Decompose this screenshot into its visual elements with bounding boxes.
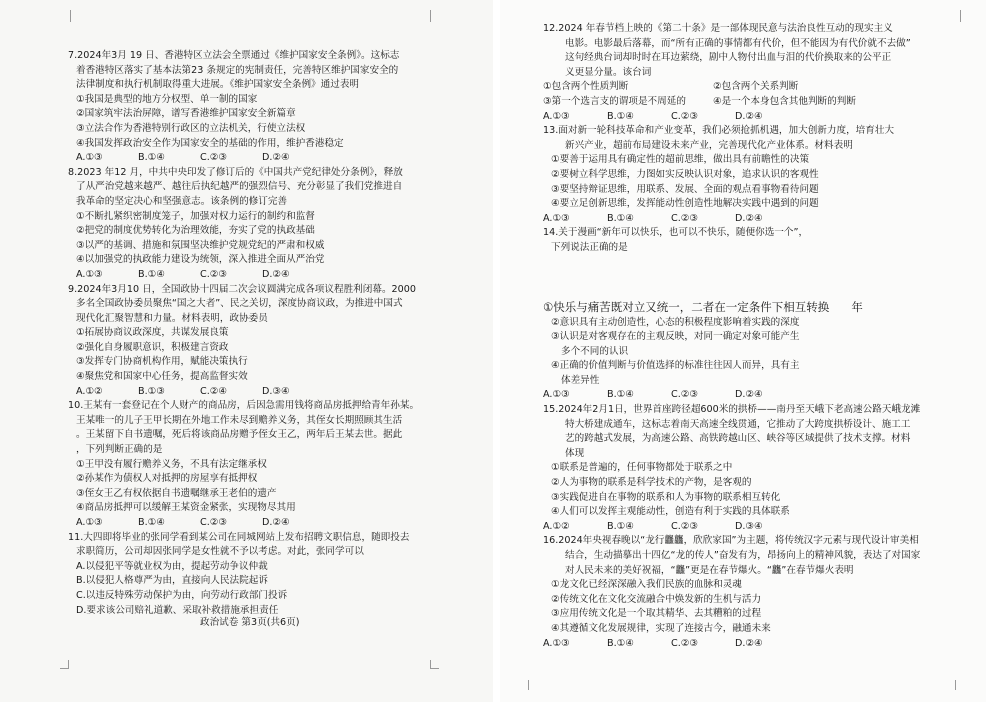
question-stem-line: 我革命的坚定决心和坚强意志。该条例的修订完善 <box>76 195 288 207</box>
question-stem-line: 下列说法正确的是 <box>551 241 628 253</box>
answer-choices <box>543 110 937 125</box>
option-1: ①王甲没有履行赡养义务，不具有法定继承权 <box>76 458 267 470</box>
option-c: C.以违反特殊劳动保护为由，向劳动行政部门投诉 <box>76 589 288 601</box>
option-3: ③实践促进自在事物的联系和人为事物的联系相互转化 <box>551 491 781 503</box>
option-2: ②人为事物的联系是科学技术的产物，是客观的 <box>551 477 752 489</box>
question-stem-line: 8.2023 年12 月，中共中央印发了修订后的《中国共产党纪律处分条例》，释放 <box>68 166 403 178</box>
answer-c: C.②③ <box>671 110 698 122</box>
option-4: ④要立足创新思维，发挥能动性创造性地解决实践中遇到的问题 <box>551 198 819 210</box>
option-3: ③要坚持辩证思维，用联系、发展、全面的观点看事物看待问题 <box>551 183 819 195</box>
answer-a: A.①③ <box>543 212 570 224</box>
answer-d: D.②④ <box>262 268 290 280</box>
answer-a: A.①③ <box>543 110 570 122</box>
crop-mark <box>60 660 69 669</box>
answer-c: C.②③ <box>671 389 698 401</box>
option-1-tail: 年 <box>851 299 863 314</box>
question-stem-line: 这句经典台词却时时在耳边萦绕，剧中人物付出血与泪的代价换取来的公平正 <box>565 52 892 64</box>
option-2: ②强化自身履职意识，积极建言资政 <box>76 341 229 353</box>
question-stem-line: 义更显分量。该台词 <box>565 66 652 78</box>
option-2: ②孙某作为债权人对抵押的房屋享有抵押权 <box>76 473 258 485</box>
answer-choices <box>543 520 937 535</box>
option-1: ①我国是典型的地方分权型、单一制的国家 <box>76 93 258 105</box>
answer-c: C.②③ <box>671 520 698 532</box>
question-stem-line: 13.面对新一轮科技革命和产业变革，我们必须抢抓机遇，加大创新力度，培育壮大 <box>543 125 895 137</box>
option-3: ③立法合作为香港特别行政区的立法机关，行使立法权 <box>76 122 306 134</box>
option-1: ①联系是普遍的，任何事物都处于联系之中 <box>551 462 733 474</box>
question-stem-line: 电影。电影最后落幕，而“所有正确的事情都有代价，但不能因为有代价就不去做” <box>565 37 911 49</box>
answer-a: A.①③ <box>76 517 103 528</box>
question-stem-line: 艺的跨越式发展，为高速公路、高铁跨越山区、峡谷等区域提供了技术支撑。材料 <box>565 433 911 445</box>
option-2: ②意识具有主动创造性，心态的积极程度影响着实践的深度 <box>551 316 800 328</box>
option-2: ②传统文化在文化交流融合中焕发新的生机与活力 <box>551 593 762 605</box>
crop-mark <box>430 10 441 22</box>
answer-c: C.②③ <box>200 268 227 280</box>
option-1: ①要善于运用具有确定性的超前思维，做出具有前瞻性的决策 <box>551 154 810 166</box>
option-4: ④商品房抵押可以缓解王某资金紧张，实现物尽其用 <box>76 502 296 514</box>
answer-d: D.②④ <box>262 152 290 164</box>
option-4: ④正确的价值判断与价值选择的标准往往因人而异，具有主 <box>551 360 800 372</box>
question-stem-line: 求职简历，公司却因张同学是女性就不予以考虑。对此，张同学可以 <box>76 546 364 558</box>
answer-c: C.②③ <box>671 637 698 649</box>
option-b: B.以侵犯人格尊严为由，直接向人民法院起诉 <box>76 575 268 587</box>
answer-choices <box>68 516 428 531</box>
option-2: ②要树立科学思维，力图如实反映认识对象，追求认识的客观性 <box>551 168 819 180</box>
answer-d: D.③④ <box>735 520 763 532</box>
answer-b: B.①④ <box>138 152 165 164</box>
question-stem-line: 现代化汇聚智慧和力量。材料表明，政协委员 <box>76 312 268 324</box>
answer-d: D.②④ <box>262 517 290 528</box>
option-4: ④聚焦党和国家中心任务，提高监督实效 <box>76 371 248 383</box>
option-row <box>543 80 937 95</box>
answer-d: D.③④ <box>262 385 290 397</box>
answer-a: A.①② <box>543 520 570 532</box>
option-3: ③认识是对客观存在的主观反映，对同一确定对象可能产生 <box>551 331 800 343</box>
question-stem-line: 多名全国政协委员聚焦“国之大者”、民之关切，深度协商议政，为推进中国式 <box>76 298 403 310</box>
question-stem-line: 10.王某有一套登记在个人财产的商品房，后因急需用钱将商品房抵押给青年孙某。 <box>68 400 420 412</box>
option-4: ④我国发挥政治安全作为国家安全的基础的作用，维护香港稳定 <box>76 137 344 149</box>
answer-b: B.①④ <box>607 212 634 224</box>
question-12 <box>543 22 937 124</box>
question-stem-line: 14.关于漫画“新年可以快乐，也可以不快乐，随便你选一个”， <box>543 227 809 239</box>
answer-c: C.②④ <box>200 385 227 397</box>
answer-d: D.②④ <box>735 389 763 401</box>
crop-mark <box>520 680 529 690</box>
page-footer: 政治试卷 第3页(共6页) <box>200 617 300 628</box>
question-stem-line: 新兴产业，超前布局建设未来产业，完善现代化产业体系。材料表明 <box>565 139 853 151</box>
option-3: ③第一个选言支的谓项是不周延的 <box>543 95 686 107</box>
answer-b: B.①④ <box>138 517 165 528</box>
answer-d: D.②④ <box>735 212 763 224</box>
answer-choices <box>543 637 937 652</box>
answer-choices <box>68 268 428 283</box>
option-3-cont: 多个不同的认识 <box>561 345 629 357</box>
question-stem-line: 。王某留下自书遗嘱，死后将该商品房赠予侄女王乙，两年后王某去世。据此 <box>76 429 403 441</box>
answer-b: B.①④ <box>607 637 634 649</box>
option-3: ③发挥专门协商机构作用，赋能决策执行 <box>76 356 248 368</box>
question-16 <box>543 534 937 651</box>
option-a: A.以侵犯平等就业权为由，提起劳动争议仲裁 <box>76 560 268 572</box>
question-10 <box>68 399 428 530</box>
answer-choices <box>68 385 428 400</box>
question-stem-line: 王某唯一的儿子王甲长期在外地工作未尽到赡养义务，其侄女长期照顾其生活 <box>76 414 403 426</box>
option-2: ②包含两个关系判断 <box>713 81 799 93</box>
answer-a: A.①② <box>76 385 103 397</box>
option-1: ①拓展协商议政深度，共谋发展良策 <box>76 327 229 339</box>
option-4: ④是一个本身包含其他判断的判断 <box>713 95 856 107</box>
question-stem-line: 7.2024年3月 19 日、香港特区立法会全票通过《维护国家安全条例》。这标志 <box>68 50 400 61</box>
answer-c: C.②③ <box>200 152 227 164</box>
question-stem-line: 结合，生动描摹出十四亿“龙的传人”奋发有为，昂扬向上的精神风貌，表达了对国家 <box>565 550 921 561</box>
option-4: ④其遵循文化发展规律，实现了连接古今，融通未来 <box>551 622 771 634</box>
question-stem-line: 15.2024年2月1日，世界首座跨径超600米的拱桥——南丹至天峨下老高速公路天峨龙滩 <box>543 404 921 416</box>
question-9 <box>68 283 428 400</box>
option-1: ①包含两个性质判断 <box>543 81 629 93</box>
crop-mark <box>60 10 71 22</box>
question-13 <box>543 124 937 226</box>
answer-b: B.①④ <box>607 520 634 532</box>
option-1: ①不断扎紧织密制度笼子，加强对权力运行的制约和监督 <box>76 210 315 222</box>
answer-c: C.②③ <box>200 517 227 528</box>
option-2: ②把党的制度优势转化为治理效能，夯实了党的执政基础 <box>76 225 315 237</box>
question-stem-line: 了从严治党越来越严、越往后执纪越严的强烈信号、充分彰显了我们党推进自 <box>76 181 403 193</box>
answer-choices <box>543 212 937 227</box>
answer-a: A.①③ <box>543 637 570 649</box>
option-4: ④以加强党的执政能力建设为统领，深入推进全面从严治党 <box>76 254 325 266</box>
option-1: ①快乐与痛苦既对立又统一，二者在一定条件下相互转换 <box>543 299 830 314</box>
answer-b: B.①④ <box>138 268 165 280</box>
question-14 <box>543 226 937 403</box>
option-2: ②国家筑牢法治屏障，谱写香港维护国家安全新篇章 <box>76 108 296 120</box>
question-stem-line: 11.大四即将毕业的张同学看到某公司在同城网站上发布招聘文职信息，随即投去 <box>68 531 410 543</box>
option-1: ①龙文化已经深深融入我们民族的血脉和灵魂 <box>551 579 742 591</box>
question-stem-line: 法律制度和执行机制取得重大进展。《维护国家安全条例》通过表明 <box>76 79 360 91</box>
question-7 <box>68 49 428 166</box>
option-4: ④人们可以发挥主观能动性，创造有利于实践的具体联系 <box>551 506 790 518</box>
left-column <box>68 49 428 618</box>
question-stem-line: 特大桥建成通车，这标志着南天高速全线贯通，它推动了大跨度拱桥设计、施工工 <box>565 418 911 430</box>
option-3: ③以严的基调、措施和氛围坚决维护党规党纪的严肃和权威 <box>76 239 325 251</box>
answer-a: A.①③ <box>76 152 103 164</box>
answer-choices <box>543 388 937 403</box>
right-column <box>543 22 937 651</box>
question-15 <box>543 403 937 534</box>
option-3: ③应用传统文化是一个取其精华、去其糟粕的过程 <box>551 608 762 620</box>
answer-a: A.①③ <box>76 268 103 280</box>
question-stem-line: 对人民未来的美好祝福，“龘”更是在春节爆火。“龘”在春节爆火表明 <box>565 564 854 576</box>
answer-choices <box>68 151 428 166</box>
question-stem-line: 12.2024 年春节档上映的《第二十条》是一部体现民意与法治良性互动的现实主义 <box>543 23 893 34</box>
question-8 <box>68 166 428 283</box>
question-stem-line: 体现 <box>565 447 585 459</box>
question-11 <box>68 531 428 619</box>
answer-b: B.①④ <box>607 110 634 122</box>
option-row <box>543 95 937 110</box>
crop-mark <box>955 680 964 690</box>
answer-b: B.①③ <box>138 385 165 397</box>
question-stem-line: 着香港特区落实了基本法第23 条规定的宪制责任，完善特区维护国家安全的 <box>76 64 399 76</box>
question-stem-line: 16.2024年央视春晚以“龙行龘龘，欣欣家国”为主题，将传统汉字元素与现代设计审美相 <box>543 535 919 547</box>
crop-mark <box>430 660 439 669</box>
option-1-row <box>543 298 937 316</box>
answer-a: A.①③ <box>543 389 570 401</box>
crop-mark <box>960 10 971 22</box>
option-d: D.要求该公司赔礼道歉、采取补救措施承担责任 <box>76 604 279 616</box>
answer-d: D.②④ <box>735 637 763 649</box>
answer-b: B.①④ <box>607 389 634 401</box>
question-stem-line: ，下列判断正确的是 <box>76 444 163 456</box>
option-3: ③侄女王乙有权依据自书遗嘱继承王老伯的遗产 <box>76 487 277 499</box>
option-4-cont: 体差异性 <box>561 374 600 386</box>
answer-d: D.②④ <box>735 110 763 122</box>
cartoon-placeholder <box>543 256 937 298</box>
answer-c: C.②③ <box>671 212 698 224</box>
question-stem-line: 9.2024年3月10 日，全国政协十四届二次会议圆满完成各项议程胜利闭幕。2000 <box>68 283 416 295</box>
